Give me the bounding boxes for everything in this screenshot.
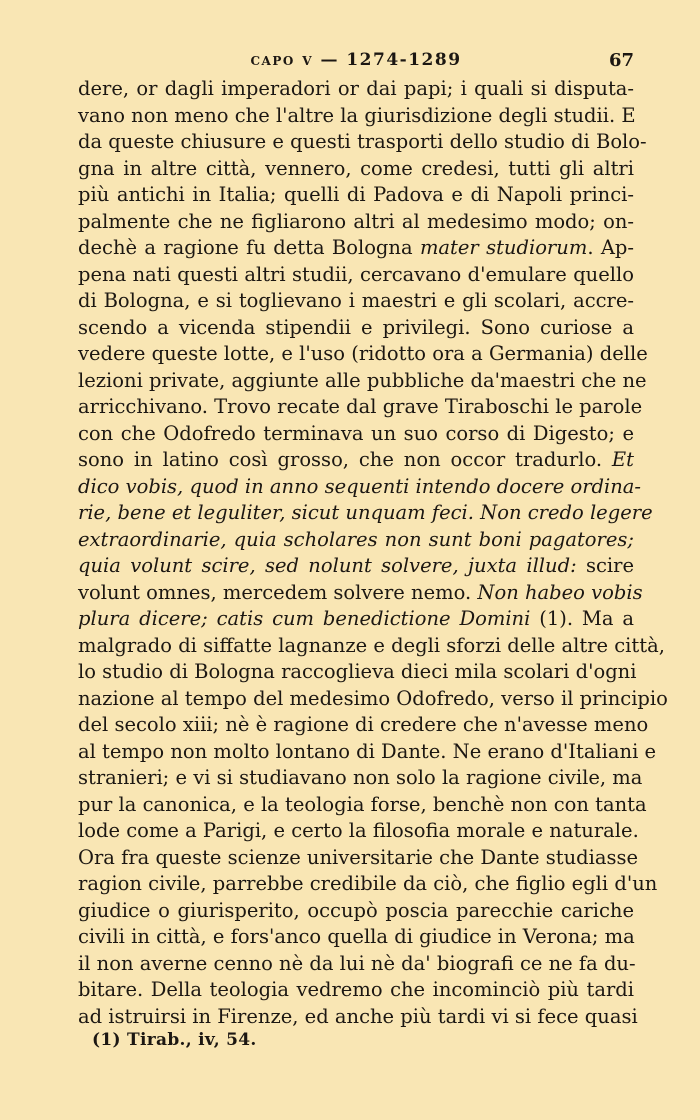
text-line: [78, 871, 658, 898]
text-run: più antichi in Italia; quelli di Padova e di Napoli princi-: [78, 183, 634, 206]
text-line: [78, 951, 634, 978]
italic-run: dico vobis, quod in anno sequenti intendo docere ordina-: [78, 474, 642, 498]
text-run: stranieri; e vi si studiavano non solo la ragione civile, ma: [78, 766, 643, 789]
running-head: [78, 50, 634, 74]
text-line: [78, 209, 634, 236]
text-run: arricchivano. Trovo recate dal grave Tiraboschi le parole: [78, 395, 643, 418]
text-line: [78, 898, 634, 925]
text-run: ragion civile, parrebbe credibile da ciò, che figlio egli d'un: [78, 872, 658, 895]
text-line: [78, 553, 634, 580]
italic-run: plura dicere; catis cum benedictione Domini: [78, 607, 531, 630]
text-run: volunt omnes, mercedem solvere nemo.: [78, 580, 478, 604]
text-line: [78, 368, 647, 395]
text-line: [78, 686, 668, 713]
text-run: ad istruirsi in Firenze, ed anche più tardi vi si fece quasi: [78, 1004, 638, 1028]
running-title: capo v — 1274-1289: [250, 50, 462, 70]
text-line: [78, 421, 634, 448]
italic-run: mater studiorum: [419, 236, 588, 259]
text-line: [78, 818, 639, 845]
italic-run: extraordinarie, quia scholares non sunt boni pagatores;: [78, 527, 634, 551]
text-line: [78, 633, 665, 660]
text-line: [78, 394, 643, 421]
text-line: [78, 739, 657, 766]
text-run: vano non meno che l'altre la giurisdizione degli studii. E: [78, 103, 636, 127]
text-line: [78, 580, 643, 607]
text-run: pur la canonica, e la teologia forse, benchè non con tanta: [78, 792, 647, 816]
text-line: [78, 765, 643, 792]
italic-run: quia volunt scire, sed nolunt solvere, juxta illud:: [78, 554, 577, 577]
text-line: [78, 156, 634, 183]
text-run: del secolo xiii; nè è ragione di credere che n'avesse meno: [78, 713, 649, 736]
text-line: [78, 659, 637, 686]
text-line: [78, 712, 649, 739]
text-line: [78, 262, 634, 289]
body-text: [78, 76, 668, 1030]
text-run: scire: [576, 554, 634, 577]
text-line: [78, 527, 634, 554]
text-run: dechè a ragione fu detta Bologna: [78, 236, 420, 259]
text-run: dere, or dagli imperadori or dai papi; i quali si disputa-: [78, 77, 634, 100]
italic-run: rie, bene et leguliter, sicut unquam feci. Non credo legere: [78, 501, 653, 524]
text-run: lo studio di Bologna raccoglieva dieci mila scolari d'ogni: [78, 660, 637, 683]
text-line: [78, 792, 647, 819]
text-run: da queste chiusure e questi trasporti dello studio di Bolo-: [78, 130, 647, 153]
text-line: [78, 341, 648, 368]
text-run: di Bologna, e si toglievano i maestri e gli scolari, accre-: [78, 289, 634, 312]
text-run: nazione al tempo del medesimo Odofredo, verso il principio: [78, 686, 668, 710]
text-run: . Ap-: [587, 236, 634, 259]
text-run: giudice o giurisperito, occupò poscia parecchie cariche: [78, 898, 634, 922]
text-line: [78, 1004, 638, 1031]
text-line: [78, 235, 634, 262]
text-line: [78, 182, 634, 209]
text-line: [78, 447, 634, 474]
text-run: civili in città, e fors'anco quella di giudice in Verona; ma: [78, 925, 635, 948]
page-number: 67: [608, 50, 634, 71]
italic-run: Non habeo vobis: [477, 580, 643, 604]
text-run: malgrado di siffatte lagnanze e degli sforzi delle altre città,: [78, 633, 665, 657]
text-run: sono in latino così grosso, che non occor tradurlo.: [78, 448, 612, 471]
text-run: al tempo non molto lontano di Dante. Ne erano d'Italiani e: [78, 739, 657, 763]
italic-run: Et: [611, 448, 634, 471]
text-run: (1). Ma a: [530, 607, 635, 630]
text-run: palmente che ne figliarono altri al medesimo modo; on-: [78, 209, 634, 233]
text-run: Ora fra queste scienze universitarie che Dante studiasse: [78, 845, 639, 869]
text-line: [78, 606, 634, 633]
footnote: (1) Tirab., iv, 54.: [92, 1030, 257, 1050]
text-run: gna in altre città, vennero, come credesi, tutti gli altri: [78, 156, 634, 180]
text-line: [78, 288, 634, 315]
text-run: vedere queste lotte, e l'uso (ridotto ora a Germania) delle: [78, 342, 648, 365]
text-line: [78, 76, 634, 103]
text-line: [78, 315, 634, 342]
text-run: lode come a Parigi, e certo la filosofia morale e naturale.: [78, 819, 639, 842]
text-run: lezioni private, aggiunte alle pubbliche da'maestri che ne: [78, 368, 647, 392]
text-line: [78, 129, 647, 156]
text-line: [78, 500, 653, 527]
text-line: [78, 924, 634, 951]
text-run: il non averne cenno nè da lui nè da' biografi ce ne fa du-: [78, 951, 636, 975]
text-run: bitare. Della teologia vedremo che incominciò più tardi: [78, 978, 634, 1001]
text-run: scendo a vicenda stipendii e privilegi. Sono curiose a: [78, 315, 634, 339]
text-line: [78, 977, 634, 1004]
text-line: [78, 845, 639, 872]
text-line: [78, 474, 642, 501]
text-run: pena nati questi altri studii, cercavano d'emulare quello: [78, 262, 634, 286]
text-line: [78, 103, 634, 130]
text-run: con che Odofredo terminava un suo corso di Digesto; e: [78, 421, 634, 445]
